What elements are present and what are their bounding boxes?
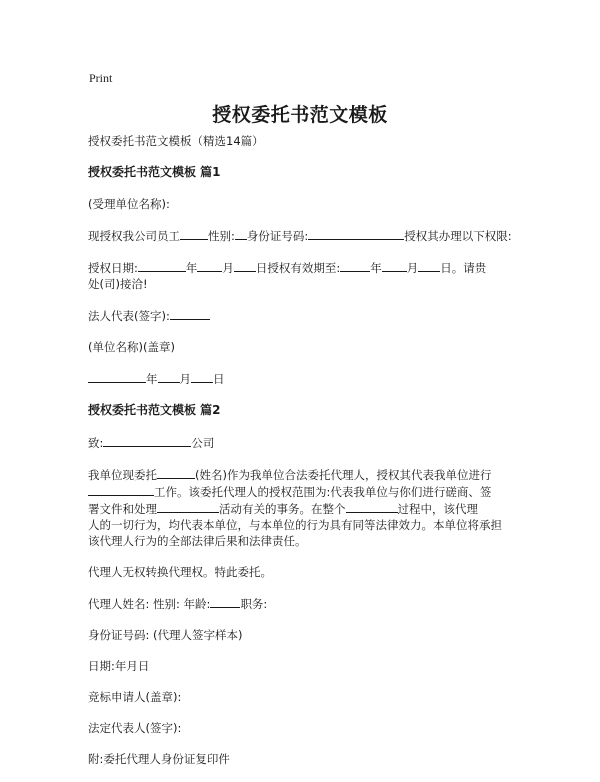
document-subtitle: 授权委托书范文模板（精选14篇） — [88, 134, 264, 148]
blank-process — [346, 500, 398, 513]
blank-date-year — [88, 370, 146, 383]
legal-rep-line-2: 法定代表人(签字): — [88, 721, 182, 735]
print-label: Print — [89, 71, 113, 85]
attachment-line: 附:委托代理人身份证复印件 — [88, 752, 230, 766]
blank-valid-month — [382, 259, 407, 272]
document-body — [88, 133, 528, 782]
blank-company — [103, 434, 191, 447]
blank-day — [234, 259, 256, 272]
unit-seal-line: (单位名称)(盖章) — [88, 340, 175, 354]
authorization-line: 现授权我公司员工 性别: 身份证号码: 授权其办理以下权限: — [88, 229, 512, 243]
id-number-line: 身份证号码: (代理人签字样本) — [88, 628, 243, 642]
agent-info-line: 代理人姓名: 性别: 年龄: 职务: — [88, 597, 268, 611]
blank-age — [210, 595, 240, 608]
section-heading-2: 授权委托书范文模板 篇2 — [88, 403, 221, 417]
blank-month — [197, 259, 222, 272]
blank-date-month — [158, 370, 180, 383]
blank-gender — [235, 227, 247, 240]
applicant-line: 竞标申请人(盖章): — [88, 690, 182, 704]
blank-id-number — [308, 227, 404, 240]
entrustment-paragraph: 我单位现委托 (姓名)作为我单位合法委托代理人，授权其代表我单位进行 工作。该委托代理人的授权范围为:代表我单位与你们进行磋商、签 署文件和处理 活动有关的事务。在整个 过程中，该代理 人的一切行为，均代表本单位，与本单位的行为具有同等法律效力。本单位将承担 该代理人行为的全部法律后果和法律责任。 — [88, 468, 502, 548]
blank-signature — [170, 307, 210, 320]
blank-name — [157, 466, 195, 479]
blank-activity — [157, 500, 219, 513]
receiver-line: (受理单位名称): — [88, 197, 170, 211]
blank-year — [138, 259, 186, 272]
blank-valid-year — [340, 259, 370, 272]
no-transfer-line: 代理人无权转换代理权。特此委托。 — [88, 565, 272, 579]
blank-date-day — [191, 370, 213, 383]
document-title: 授权委托书范文模板 — [212, 104, 388, 126]
blank-employee — [180, 227, 208, 240]
date-line: 年 月 日 — [88, 370, 528, 387]
blank-work — [88, 483, 154, 496]
addressee-line: 致: 公司 — [88, 436, 215, 450]
date-line-2: 日期:年月日 — [88, 659, 150, 673]
section-heading-1: 授权委托书范文模板 篇1 — [88, 165, 221, 179]
blank-valid-day — [418, 259, 440, 272]
authorization-date-line: 授权日期: 年 月 日授权有效期至: 年 月 日。请贵 处(司)接洽! — [88, 261, 487, 291]
legal-rep-line: 法人代表(签字): — [88, 307, 528, 324]
